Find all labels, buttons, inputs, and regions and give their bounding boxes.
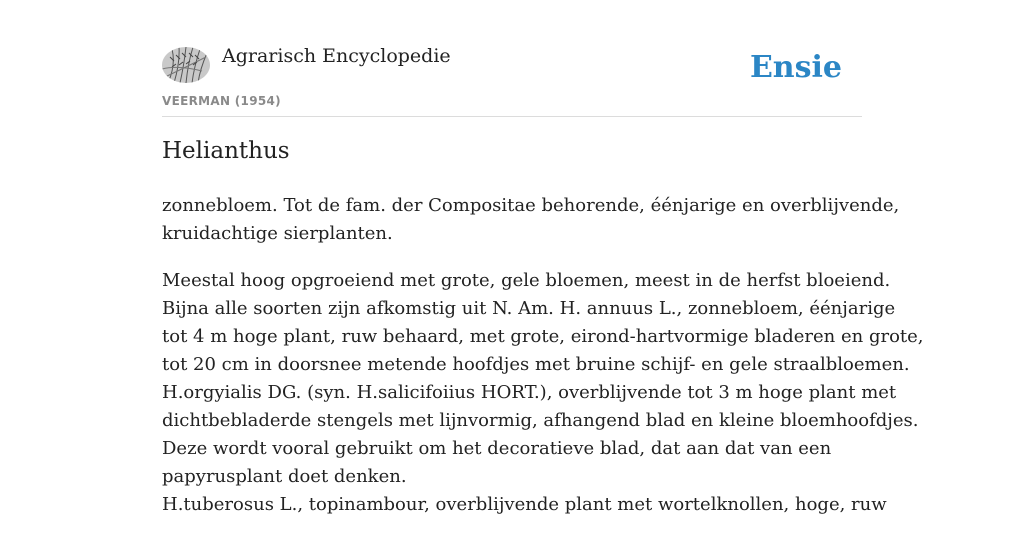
- text-line: zonnebloem. Tot de fam. der Compositae behorende, éénjarige en overblijvende,: [162, 195, 900, 216]
- entry-content: [162, 192, 924, 538]
- text-line: Bijna alle soorten zijn afkomstig uit N. Am. H. annuus L., zonnebloem, éénjarige: [162, 298, 896, 319]
- text-line: papyrusplant doet denken.: [162, 466, 407, 487]
- text-line: tot 20 cm in doorsnee metende hoofdjes met bruine schijf- en gele straalbloemen.: [162, 354, 910, 375]
- ensie-logo-link[interactable]: Ensie: [749, 50, 842, 85]
- text-line: Meestal hoog opgroeiend met grote, gele bloemen, meest in de herfst bloeiend.: [162, 270, 891, 291]
- article-page: [162, 0, 924, 515]
- text-line: kruidachtige sierplanten.: [162, 223, 393, 244]
- text-line: tot 4 m hoge plant, ruw behaard, met grote, eirond-hartvormige bladeren en grote,: [162, 326, 924, 347]
- wheat-ears-icon[interactable]: [162, 47, 210, 83]
- text-line: H.tuberosus L., topinambour, overblijvende plant met wortelknollen, hoge, ruw: [162, 494, 887, 515]
- text-line: H.orgyialis DG. (syn. H.salicifoiius HORT.), overblijvende tot 3 m hoge plant met: [162, 382, 897, 403]
- paragraph-1: [162, 192, 900, 248]
- article-header: [162, 0, 862, 117]
- source-subtitle: VEERMAN (1954): [162, 94, 281, 108]
- source-title[interactable]: Agrarisch Encyclopedie: [222, 45, 451, 67]
- entry-title: Helianthus: [162, 138, 290, 164]
- text-line: dichtbebladerde stengels met lijnvormig, afhangend blad en kleine bloemhoofdjes.: [162, 410, 919, 431]
- paragraph-2: [162, 267, 924, 519]
- text-line: Deze wordt vooral gebruikt om het decoratieve blad, dat aan dat van een: [162, 438, 832, 459]
